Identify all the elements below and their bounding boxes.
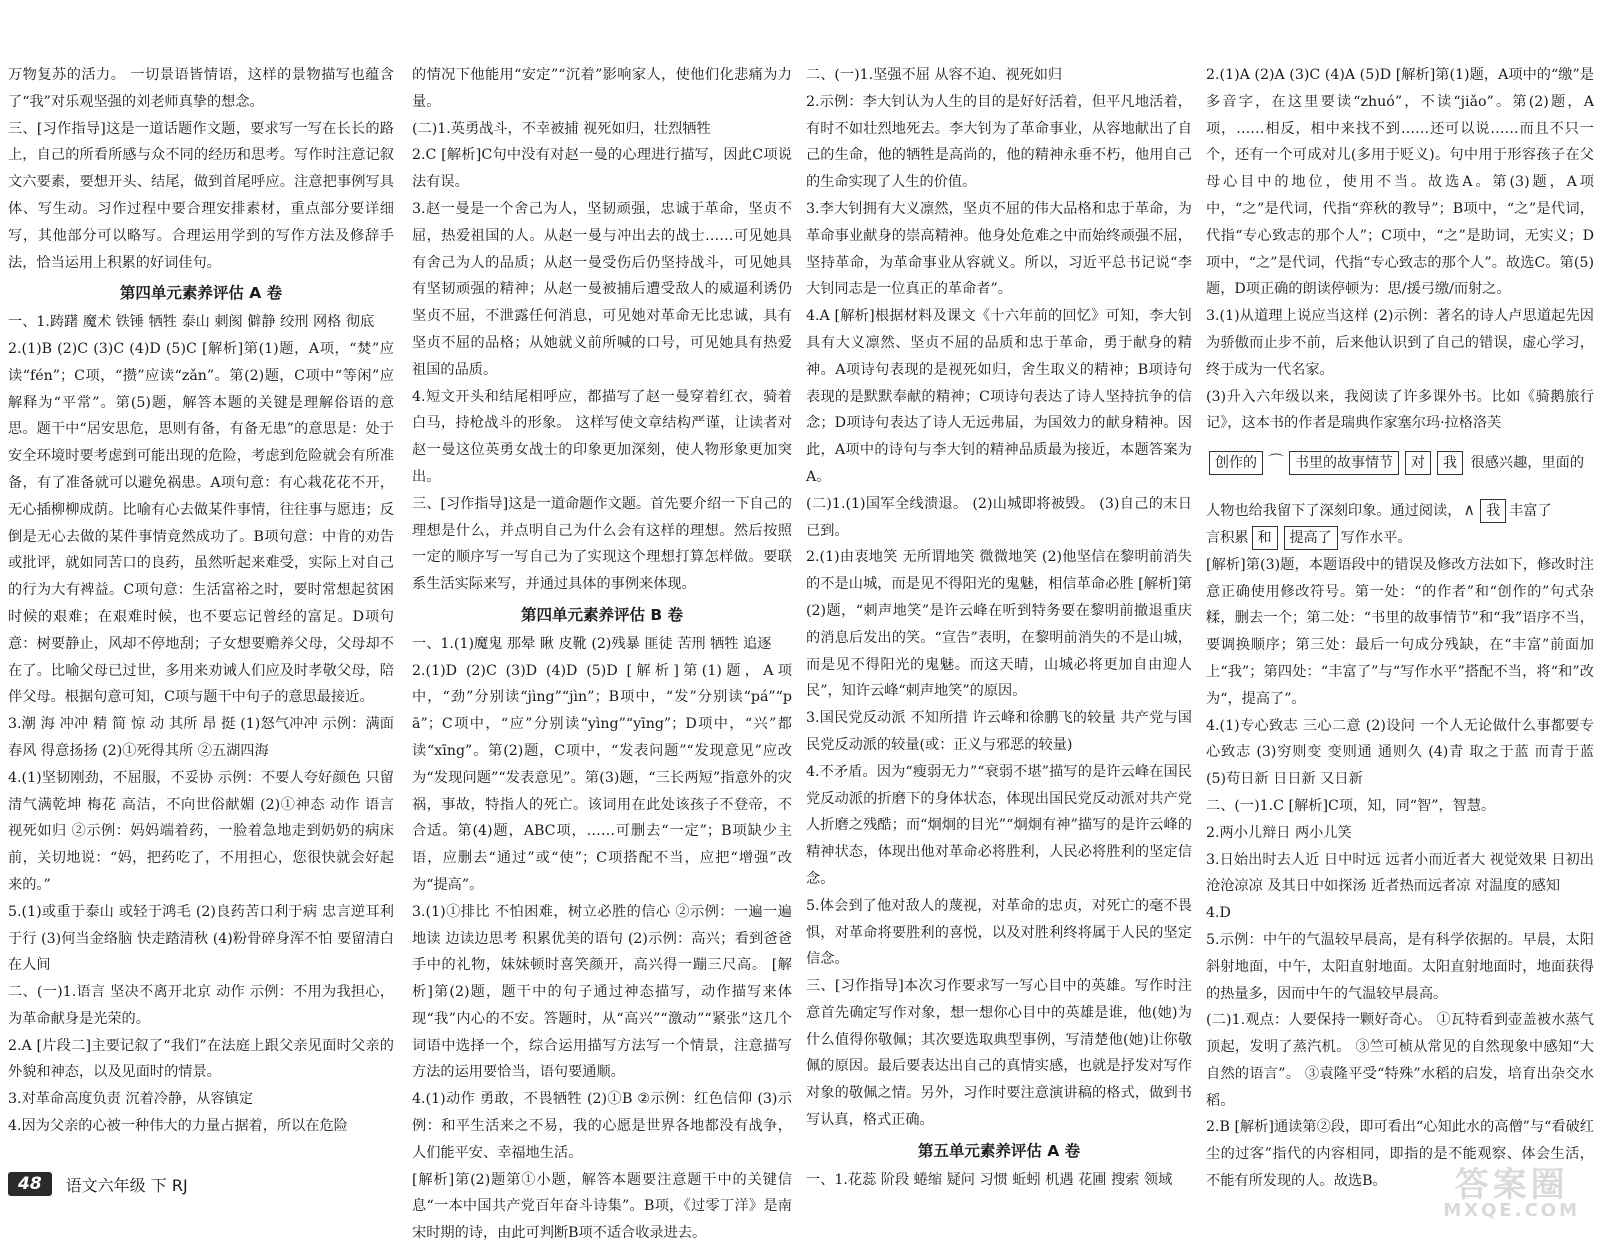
- correction-tail-1: 很感兴趣，里面的: [1470, 455, 1585, 472]
- c2-q1: 一、1.(1)魔鬼 那晕 瞅 皮靴 (2)残暴 匪徒 苦刑 牺牲 追逐: [412, 635, 772, 652]
- c1-q4: 4.(1)坚韧刚劲，不屈服，不妥协 示例：不要人夸好颜色 只留清气满乾坤 梅花 高洁，不向世俗献媚 (2)①神态 动作 语言 视死如归 ②示例：妈妈端着药，一脸着急地走到奶奶的病床前，关切地说：“妈，把药吃了，不用担心，您很快就会好起来的。”: [8, 769, 394, 893]
- correction-caret-icon: ⌒: [1268, 452, 1285, 472]
- correction-line-2: [1206, 497, 1594, 525]
- c2-q2: 2.(1)D (2)C (3)D (4)D (5)D [解析]第(1)题，A项中，“劲”分别读“jìng”“jìn”；B项中，“发”分别读“pá”“pā”；C项中，“应”分别读“yìng”“yīng”；D项中，“兴”都读“xīng”。第(2)题，C项中，“发表问题”“发现意见”应改为“发现问题”“发表意见”。第(3)题，“三长两短”指意外的灾祸，事故，特指人的死亡。该词用在此处该孩子不登帝，不合适。第(4)题，ABC项，……可删去“一定”；B项缺少主语，应删去“通过”或“使”；C项搭配不当，应把“增强”改为“提高”。: [412, 662, 792, 893]
- c3-para-1: 二、(一)1.坚强不屈 从容不迫、视死如归: [806, 67, 1063, 83]
- page-number: 48: [8, 1172, 52, 1196]
- c2-para-4: 3.赵一曼是一个舍己为人，坚韧顽强，忠诚于革命，坚贞不屈，热爱祖国的人。从赵一曼与冲出去的战士……可见她具有舍己为人的品质；从赵一曼受伤后仍坚持战斗，可见她具有坚韧顽强的精神；从赵一曼被捕后遭受敌人的威逼利诱仍坚贞不屈，不泄露任何消息，可见她对革命无比忠诚，具有坚贞不屈的品格；从她就义前所喊的口号，可见她具有热爱祖国的品质。: [412, 200, 792, 378]
- c4-para-7: 2.两小儿辩日 两小儿笑: [1206, 824, 1352, 841]
- c1-q1: 一、1.踌躇 魔术 铁锤 牺牲 泰山 刺阂 僻静 绞刑 网格 彻底: [8, 314, 375, 331]
- c2-para-3: 2.C [解析]C句中没有对赵一曼的心理进行描写，因此C项说法有误。: [412, 147, 792, 191]
- page-footer: [8, 1165, 188, 1203]
- c1-q9: 4.因为父亲的心被一种伟大的力量占据着，所以在危险: [8, 1118, 348, 1135]
- correction-line-1: [1206, 449, 1594, 489]
- c1-q6: 二、(一)1.语言 坚决不离开北京 动作 示例：不用为我担心，为革命献身是光荣的。: [8, 984, 394, 1027]
- c1-q7: 2.A [片段二]主要记叙了“我们”在法庭上跟父亲见面时父亲的外貌和神态，以及见面时的情景。: [8, 1037, 394, 1081]
- c2-q3: 3.(1)①排比 不怕困难，树立必胜的信心 ②示例：一遍一遍地读 边读边思考 积累优美的语句 (2)示例：高兴；看到爸爸手中的礼物，妹妹顿时喜笑颜开，高兴得一蹦三尺高。 [解析]第(2)题，题干中的句子通过神态描写，动作描写来体现“我”内心的不安。答题时，从“高兴”“激动”“紧张”这几个词语中选择一个，综合运用描写方法写一个情景，注意描写方法的运用要恰当，语句要通顺。: [412, 903, 792, 1081]
- correction-line-3b: 写作水平。: [1340, 529, 1412, 546]
- c4-para-4: [解析]第(3)题，本题语段中的错误及修改方法如下，修改时注意正确使用修改符号。第一处：“的作者”和“创作的”句式杂糅，删去一个；第二处：“书里的故事情节”和“我”语序不当，要调换顺序；第三处：最后一句成分残缺，在“丰富”前面加上“我”；第四处：“丰富了”与“写作水平”搭配不当，将“和”改为“，提高了”。: [1206, 556, 1594, 707]
- correction-box-2: 书里的故事情节: [1289, 451, 1399, 475]
- c1-q3: 3.潮 海 冲冲 精 简 惊 动 其所 昂 挺 (1)怒气冲冲 示例：满面春风 得意扬扬 (2)①死得其所 ②五湖四海: [8, 716, 394, 759]
- c4-para-12: 2.B [解析]通读第②段，即可看出“心知此水的高僧”与“看破红尘的过客”指代的内容相同，即指的是不能观察、体会生活，不能有所发现的人。故选B。: [1206, 1119, 1594, 1190]
- correction-box-5: 我: [1480, 499, 1506, 523]
- column-1: [8, 62, 394, 1162]
- c1-para-2: 三、[习作指导]这是一道话题作文题，要求写一写在长长的路上，自己的所看所感与众不同的经历和思考。写作时注意记叙文六要素，要想开头、结尾，做到首尾呼应。注意把事例写具体、写生动。习作过程中要合理安排素材，重点部分要详细写，其他部分可以略写。合理运用学到的写作方法及修辞手法，恰当运用上积累的好词佳句。: [8, 120, 394, 271]
- c4-para-6: 二、(一)1.C [解析]C项，知，同“智”，智慧。: [1206, 797, 1496, 814]
- section-title-unit5-a: 第五单元素养评估 A 卷: [917, 1141, 1081, 1160]
- c1-q8: 3.对革命高度负责 沉着冷静，从容镇定: [8, 1091, 254, 1108]
- c2-para-6: 三、[习作指导]这是一道命题作文题。首先要介绍一下自己的理想是什么，并点明自己为什么会有这样的理想。然后按照一定的顺序写一写自己为了实现这个理想打算怎样做。要联系生活实际来写，并通过具体的事例来体现。: [412, 495, 792, 593]
- correction-line-3: [1206, 525, 1594, 552]
- section-title-unit4-b: 第四单元素养评估 B 卷: [520, 605, 684, 624]
- c2-para-1: 的情况下他能用“安定”“沉着”影响家人，使他们化悲痛为力量。: [412, 67, 792, 110]
- correction-box-1: 创作的: [1209, 451, 1263, 475]
- c4-para-11: (二)1.观点：人要保持一颗好奇心。 ①瓦特看到壶盖被水蒸气顶起，发明了蒸汽机。 ③竺可桢从常见的自然现象中感知“大自然的语言”。 ③袁隆平受“特殊”水稻的启发，培育出杂交水稻。: [1206, 1012, 1594, 1109]
- correction-box-3: 对: [1405, 451, 1431, 475]
- c4-para-8: 3.日始出时去人近 日中时远 远者小而近者大 视觉效果 日初出沧沧凉凉 及其日中如探汤 近者热而远者凉 对温度的感知: [1206, 851, 1594, 895]
- c1-q5: 5.(1)或重于泰山 或轻于鸿毛 (2)良药苦口利于病 忠言逆耳利于行 (3)何当金络脑 快走踏清秋 (4)粉骨碎身浑不怕 要留清白在人间: [8, 903, 394, 974]
- c3-q1: 一、1.花蕊 阶段 蜷缩 疑问 习惯 蚯蚓 机遇 花圃 搜索 领域: [806, 1171, 1173, 1188]
- column-3: [806, 62, 1192, 1188]
- correction-line-2-text: 人物也给我留下了深刻印象。通过阅读，: [1206, 503, 1462, 520]
- c3-para-4: 4.A [解析]根据材料及课文《十六年前的回忆》可知，李大钊具有大义凛然、坚贞不屈的品质和忠于革命，勇于献身的精神。A项诗句表现的是视死如归，舍生取义的精神；B项诗句表现的是默默奉献的精神；C项诗句表达了诗人坚持抗争的信念；D项诗句表达了诗人无远弗届，为国效力的献身精神。因此，A项中的诗句与李大钊的精神品质最为接近，本题答案为A。: [806, 308, 1192, 485]
- c3-para-10: 三、[习作指导]本次习作要求写一写心目中的英雄。写作时注意首先确定写作对象，想一想你心目中的英雄是谁，他(她)为什么值得你敬佩；其次要选取典型事例，写清楚他(她)让你敬佩的原因。最后要表达出自己的真情实感，也就是抒发对写作对象的敬佩之情。另外，习作时要注意演讲稿的格式，做到书写认真，格式正确。: [806, 978, 1192, 1129]
- c2-para-5: 4.短文开头和结尾相呼应，都描写了赵一曼穿着红衣，骑着白马，持枪战斗的形象。 这样写使文章结构严谨，让读者对赵一曼这位英勇女战士的印象更加深刻，使人物形象更加突出。: [412, 388, 792, 485]
- watermark-logo: [1443, 1165, 1580, 1221]
- correction-box-4: 我: [1437, 451, 1463, 475]
- c2-para-2: (二)1.英勇战斗，不幸被捕 视死如归，壮烈牺牲: [412, 120, 711, 137]
- c3-para-8: 4.不矛盾。因为“瘦弱无力”“衰弱不堪”描写的是许云峰在国民党反动派的折磨下的身体状态，体现出国民党反动派对共产党人折磨之残酷；而“炯炯的目光”“炯炯有神”描写的是许云峰的精神状态，体现出他对革命必将胜利，人民必将胜利的坚定信念。: [806, 763, 1192, 887]
- c2-q5: [解析]第(2)题第①小题，解答本题要注意题干中的关键信息“一本中国共产党百年奋斗诗集”。B项，《过零丁洋》是南宋时期的诗，由此可判断B项不适合收录进去。: [412, 1171, 792, 1242]
- section-title-unit4-a: 第四单元素养评估 A 卷: [119, 284, 283, 303]
- watermark-cn: 答案圈: [1454, 1165, 1569, 1205]
- c4-para-3: (3)升入六年级以来，我阅读了许多课外书。比如《骑鹅旅行记》，这本书的作者是瑞典作家塞尔玛·拉格洛芙: [1206, 388, 1594, 432]
- book-label: 语文六年级 下 RJ: [65, 1175, 188, 1195]
- watermark-en: MXQE.COM: [1443, 1200, 1580, 1221]
- correction-box-7: 和: [1252, 526, 1278, 550]
- c4-para-5: 4.(1)专心致志 三心二意 (2)设问 一个人无论做什么事都要专心致志 (3)穷则变 变则通 通则久 (4)青 取之于蓝 而青于蓝 (5)苟日新 日日新 又日新: [1206, 717, 1594, 788]
- c3-para-6: 2.(1)由衷地笑 无所谓地笑 微微地笑 (2)他坚信在黎明前消失的不是山城，而是见不得阳光的鬼魅，相信革命必胜 [解析]第(2)题，“刺声地笑”是许云峰在听到特务要在黎明前撤退重庆的消息后发出的笑。“宣告”表明，在黎明前消失的不是山城，而是见不得阳光的鬼魅。而这天晴，山城必将更加自由迎人民”，知许云峰“刺声地笑”的原因。: [806, 549, 1192, 700]
- c1-para-1: 万物复苏的活力。 一切景语皆情语，这样的景物描写也蕴含了“我”对乐观坚强的刘老师真挚的想念。: [8, 67, 394, 110]
- c3-para-3: 3.李大钊拥有大义凛然，坚贞不屈的伟大品格和忠于革命，为革命事业献身的崇高精神。他身处危难之中而始终顽强不屈，坚持革命，为革命事业从容就义。所以，习近平总书记说“李大钊同志是一位真正的革命者”。: [806, 200, 1192, 298]
- correction-line-3a: 言积累: [1206, 529, 1249, 546]
- c4-para-2: 3.(1)从道理上说应当这样 (2)示例：著名的诗人卢思道起先因为骄傲而止步不前，后来他认识到了自己的错误，虚心学习，终于成为一代名家。: [1206, 308, 1594, 378]
- c4-para-9: 4.D: [1206, 905, 1231, 922]
- c3-para-2: 2.示例：李大钊认为人生的目的是好好活着，但平凡地活着，有时不如壮烈地死去。李大钊为了革命事业，从容地献出了自己的生命，他的牺牲是高尚的，他的精神永垂不朽，他用自己的生命实现了人生的价值。: [806, 93, 1192, 191]
- c1-q2: 2.(1)B (2)C (3)C (4)D (5)C [解析]第(1)题，A项，“焚”应读“fén”；C项，“攒”应读“zǎn”。第(2)题，C项中“等闲”应解释为“平常”。第(5)题，解答本题的关键是理解俗语的意思。题干中“居安思危，思则有备，有备无患”的意思是：处于安全环境时要考虑到可能出现的危险，考虑到危险就会有所准备，有了准备就可以避免祸患。A项句意：有心栽花花不开，无心插柳柳成荫。比喻有心去做某件事情，往往事与愿违；反倒是无心去做的某件事情竟然成功了。B项句意：中肯的劝告或批评，就如同苦口的良药，虽然听起来难受，实际上对自己的行为大有裨益。C项句意：生活富裕之时，要时常想起贫困时候的艰难；在艰难时候，也不要忘记曾经的富足。D项句意：树要静止，风却不停地刮；子女想要赡养父母，父母却不在了。比喻父母已过世，多用来劝诫人们应及时孝敬父母，陪伴父母。根据句意可知，C项与题干中句子的意思最接近。: [8, 340, 394, 706]
- c4-para-1: 2.(1)A (2)A (3)C (4)A (5)D [解析]第(1)题，A项中的“缴”是多音字，在这里要读“zhuó”，不读“jiǎo”。第(2)题，A项，……相反，相中来找不到……还可以说……而且不只一个，还有一个可成对儿(多用于贬义)。句中用于形容孩子在父母心目中的地位，使用不当。故选A。第(3)题，A项中，“之”是代词，代指“弈秋的教导”；B项中，“之”是代词，代指“专心致志的那个人”；C项中，“之”是助词，无实义；D项中，“之”是代词，代指“专心致志的那个人”。故选C。第(5)题，D项正确的朗读停顿为：思/援弓缴/而射之。: [1206, 67, 1594, 298]
- c2-q4: 4.(1)动作 勇敢，不畏牺牲 (2)①B ②示例：红色信仰 (3)示例：和平生活来之不易，我的心愿是世界各地都没有战争，人们能平安、幸福地生活。: [412, 1091, 792, 1161]
- correction-box-6: 提高了: [1284, 526, 1338, 550]
- correction-tail-2: 丰富了: [1509, 503, 1552, 520]
- c3-para-7: 3.国民党反动派 不知所措 许云峰和徐鹏飞的较量 共产党与国民党反动派的较量(或：正义与邪恶的较量): [806, 710, 1192, 753]
- insert-caret-icon: ∧: [1463, 500, 1476, 520]
- c3-para-9: 5.体会到了他对敌人的蔑视，对革命的忠贞，对死亡的毫不畏惧，对革命将要胜利的喜悦，以及对胜利终将属于人民的坚定信念。: [806, 897, 1192, 968]
- c4-para-10: 5.示例：中午的气温较早晨高，是有科学依据的。早晨，太阳斜射地面，中午，太阳直射地面。太阳直射地面时，地面获得的热量多，因而中午的气温较早晨高。: [1206, 931, 1594, 1002]
- c3-para-5: (二)1.(1)国军全线溃退。 (2)山城即将被毁。 (3)自己的末日已到。: [806, 495, 1192, 539]
- column-2: [412, 62, 792, 1242]
